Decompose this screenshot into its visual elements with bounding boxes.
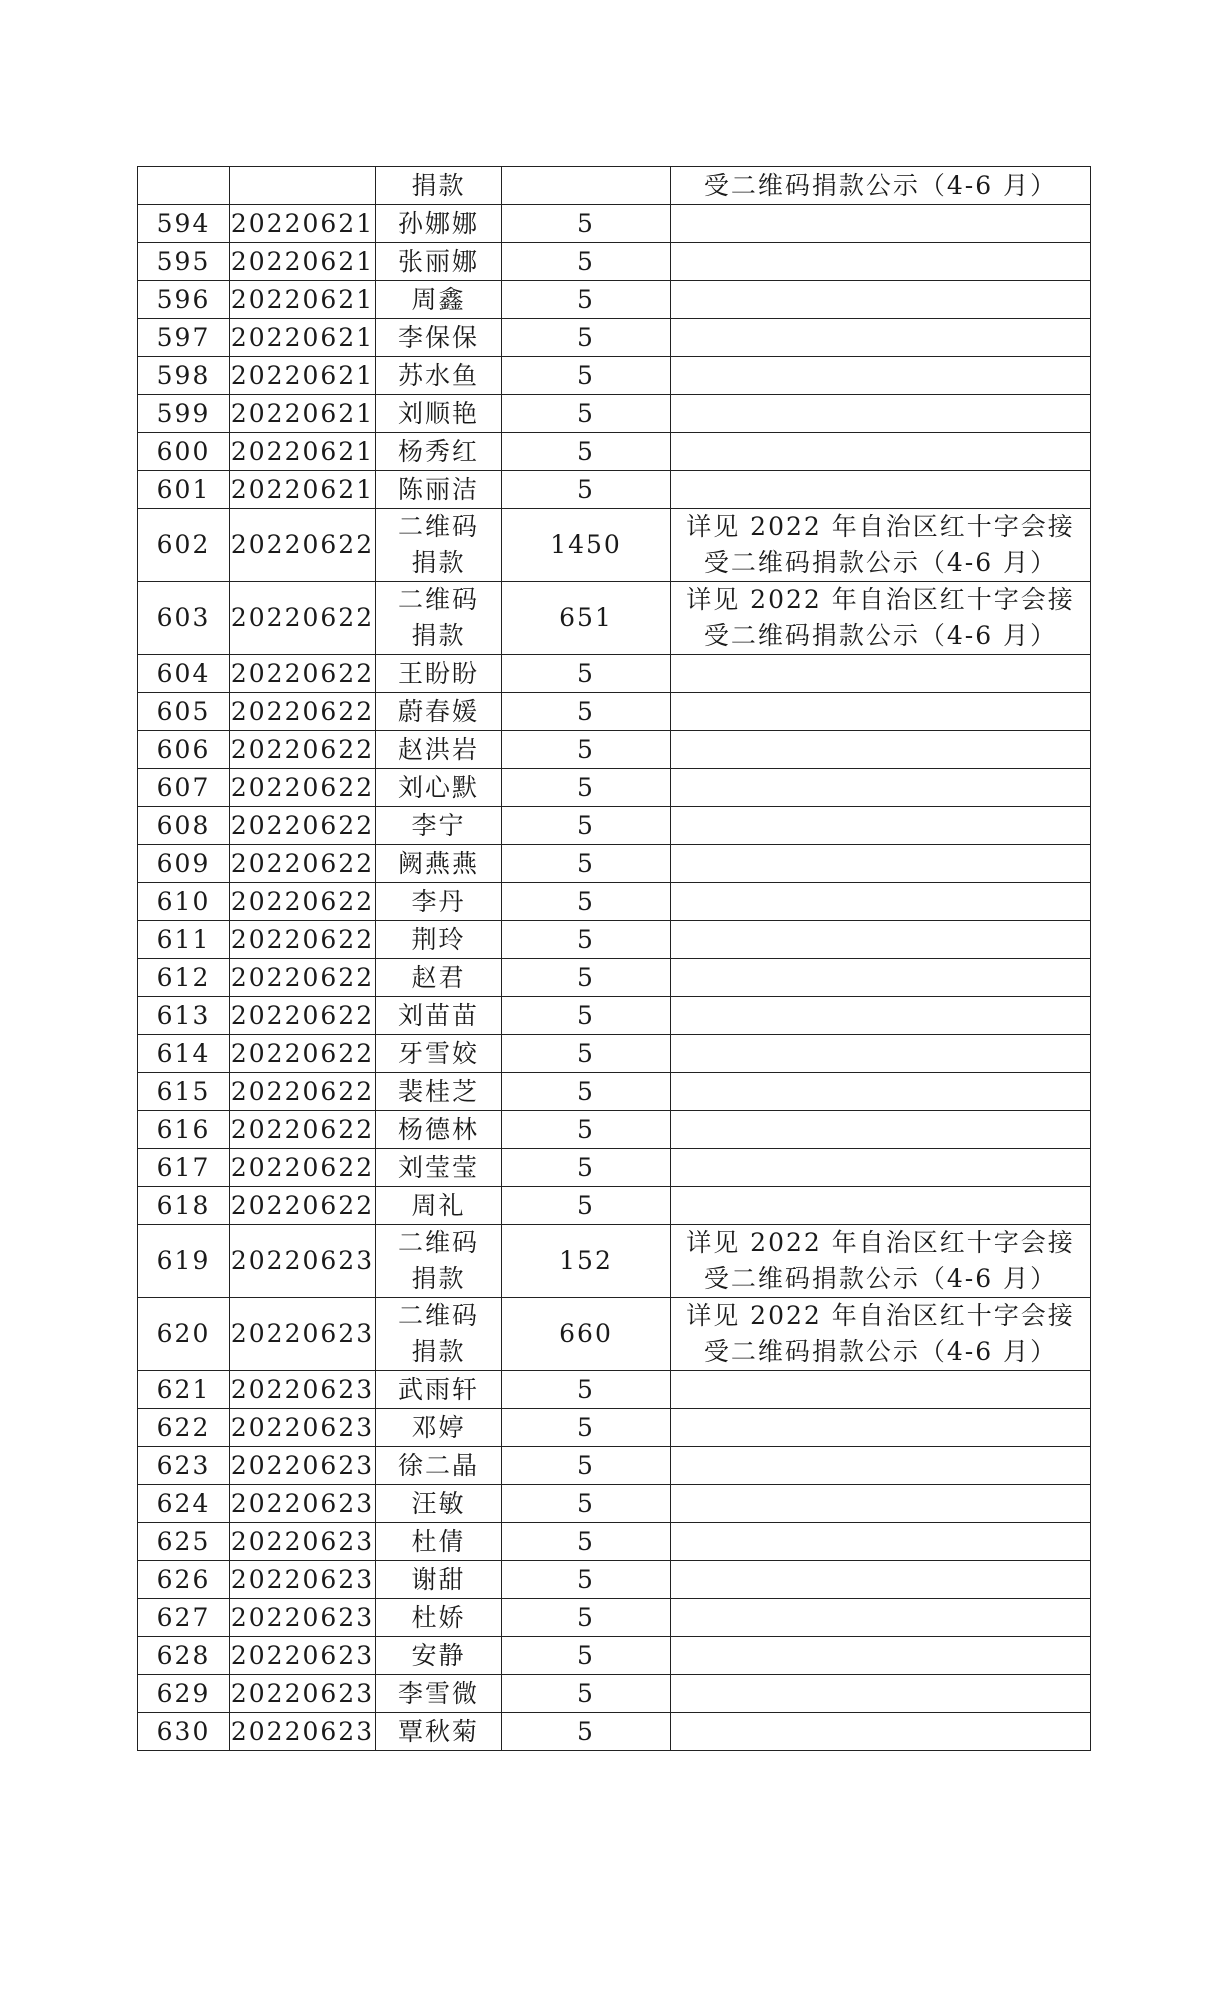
table-row bbox=[138, 1561, 1091, 1599]
table-row bbox=[138, 693, 1091, 731]
table-row bbox=[138, 1371, 1091, 1409]
date-cell: 20220623 bbox=[230, 1675, 376, 1713]
date-cell: 20220623 bbox=[230, 1225, 376, 1298]
name-cell: 覃秋菊 bbox=[376, 1713, 502, 1751]
table-row bbox=[138, 1225, 1091, 1298]
table-row bbox=[138, 1298, 1091, 1371]
seq-cell: 610 bbox=[138, 883, 230, 921]
seq-cell: 602 bbox=[138, 509, 230, 582]
note-cell bbox=[671, 1637, 1091, 1675]
note-cell bbox=[671, 509, 1091, 582]
name-cell bbox=[376, 509, 502, 582]
amount-cell: 5 bbox=[502, 433, 671, 471]
note-cell bbox=[671, 357, 1091, 395]
note-cell bbox=[671, 281, 1091, 319]
note-cell bbox=[671, 1371, 1091, 1409]
table-row bbox=[138, 1409, 1091, 1447]
seq-cell: 599 bbox=[138, 395, 230, 433]
note-cell bbox=[671, 807, 1091, 845]
table-row bbox=[138, 845, 1091, 883]
amount-cell: 5 bbox=[502, 395, 671, 433]
name-cell: 周礼 bbox=[376, 1187, 502, 1225]
table-row bbox=[138, 769, 1091, 807]
date-cell: 20220623 bbox=[230, 1637, 376, 1675]
date-cell: 20220622 bbox=[230, 1187, 376, 1225]
note-cell bbox=[671, 997, 1091, 1035]
note-cell bbox=[671, 1225, 1091, 1298]
name-cell: 李宁 bbox=[376, 807, 502, 845]
table-row bbox=[138, 1149, 1091, 1187]
cell-line: 二维码 bbox=[397, 1228, 479, 1257]
table-row bbox=[138, 433, 1091, 471]
table-row bbox=[138, 1035, 1091, 1073]
table-row bbox=[138, 959, 1091, 997]
name-cell: 刘心默 bbox=[376, 769, 502, 807]
amount-cell: 5 bbox=[502, 1035, 671, 1073]
date-cell: 20220622 bbox=[230, 845, 376, 883]
note-cell bbox=[671, 1187, 1091, 1225]
amount-cell: 5 bbox=[502, 807, 671, 845]
amount-cell: 5 bbox=[502, 997, 671, 1035]
date-cell: 20220622 bbox=[230, 959, 376, 997]
date-cell: 20220623 bbox=[230, 1599, 376, 1637]
table-row bbox=[138, 1637, 1091, 1675]
note-cell bbox=[671, 883, 1091, 921]
note-cell bbox=[671, 1713, 1091, 1751]
date-cell: 20220622 bbox=[230, 655, 376, 693]
seq-cell: 629 bbox=[138, 1675, 230, 1713]
seq-cell: 605 bbox=[138, 693, 230, 731]
name-cell: 杨德林 bbox=[376, 1111, 502, 1149]
seq-cell: 594 bbox=[138, 205, 230, 243]
name-cell: 谢甜 bbox=[376, 1561, 502, 1599]
amount-cell: 152 bbox=[502, 1225, 671, 1298]
amount-cell: 5 bbox=[502, 205, 671, 243]
date-cell: 20220622 bbox=[230, 1073, 376, 1111]
name-cell: 张丽娜 bbox=[376, 243, 502, 281]
seq-cell: 625 bbox=[138, 1523, 230, 1561]
name-cell bbox=[376, 1225, 502, 1298]
note-cell bbox=[671, 1298, 1091, 1371]
seq-cell: 607 bbox=[138, 769, 230, 807]
name-cell: 杨秀红 bbox=[376, 433, 502, 471]
table-row bbox=[138, 1675, 1091, 1713]
amount-cell: 5 bbox=[502, 655, 671, 693]
cell-line: 详见 2022 年自治区红十字会接 bbox=[686, 1228, 1075, 1257]
date-cell: 20220621 bbox=[230, 205, 376, 243]
note-cell: 受二维码捐款公示（4-6 月） bbox=[671, 167, 1091, 205]
table-row bbox=[138, 1111, 1091, 1149]
amount-cell: 5 bbox=[502, 731, 671, 769]
name-cell: 刘莹莹 bbox=[376, 1149, 502, 1187]
seq-cell: 596 bbox=[138, 281, 230, 319]
cell-line: 详见 2022 年自治区红十字会接 bbox=[686, 1301, 1075, 1330]
seq-cell: 626 bbox=[138, 1561, 230, 1599]
cell-line: 受二维码捐款公示（4-6 月） bbox=[703, 621, 1058, 650]
note-cell bbox=[671, 959, 1091, 997]
seq-cell: 622 bbox=[138, 1409, 230, 1447]
table-row bbox=[138, 395, 1091, 433]
table-row bbox=[138, 1073, 1091, 1111]
name-cell: 王盼盼 bbox=[376, 655, 502, 693]
amount-cell: 5 bbox=[502, 769, 671, 807]
date-cell: 20220622 bbox=[230, 883, 376, 921]
seq-cell: 614 bbox=[138, 1035, 230, 1073]
name-cell: 裴桂芝 bbox=[376, 1073, 502, 1111]
seq-cell: 595 bbox=[138, 243, 230, 281]
note-cell bbox=[671, 1447, 1091, 1485]
name-cell bbox=[376, 1298, 502, 1371]
name-cell: 赵洪岩 bbox=[376, 731, 502, 769]
amount-cell: 5 bbox=[502, 1485, 671, 1523]
seq-cell: 627 bbox=[138, 1599, 230, 1637]
note-cell bbox=[671, 1035, 1091, 1073]
cell-line: 受二维码捐款公示（4-6 月） bbox=[703, 1264, 1058, 1293]
name-cell: 荆玲 bbox=[376, 921, 502, 959]
amount-cell: 660 bbox=[502, 1298, 671, 1371]
name-cell: 周鑫 bbox=[376, 281, 502, 319]
amount-cell: 5 bbox=[502, 1523, 671, 1561]
date-cell: 20220623 bbox=[230, 1371, 376, 1409]
amount-cell: 5 bbox=[502, 1675, 671, 1713]
date-cell: 20220621 bbox=[230, 395, 376, 433]
amount-cell bbox=[502, 167, 671, 205]
seq-cell: 615 bbox=[138, 1073, 230, 1111]
cell-line: 二维码 bbox=[397, 585, 479, 614]
date-cell: 20220622 bbox=[230, 921, 376, 959]
date-cell: 20220621 bbox=[230, 357, 376, 395]
name-cell: 刘顺艳 bbox=[376, 395, 502, 433]
seq-cell: 609 bbox=[138, 845, 230, 883]
cell-line: 捐款 bbox=[411, 1264, 466, 1293]
amount-cell: 5 bbox=[502, 845, 671, 883]
seq-cell bbox=[138, 167, 230, 205]
cell-line: 详见 2022 年自治区红十字会接 bbox=[686, 512, 1075, 541]
table-row bbox=[138, 281, 1091, 319]
name-cell: 孙娜娜 bbox=[376, 205, 502, 243]
seq-cell: 604 bbox=[138, 655, 230, 693]
seq-cell: 620 bbox=[138, 1298, 230, 1371]
note-cell bbox=[671, 205, 1091, 243]
note-cell bbox=[671, 1073, 1091, 1111]
name-cell: 捐款 bbox=[376, 167, 502, 205]
name-cell: 陈丽洁 bbox=[376, 471, 502, 509]
date-cell: 20220622 bbox=[230, 769, 376, 807]
seq-cell: 621 bbox=[138, 1371, 230, 1409]
amount-cell: 5 bbox=[502, 1561, 671, 1599]
note-cell bbox=[671, 243, 1091, 281]
table-row bbox=[138, 655, 1091, 693]
name-cell: 赵君 bbox=[376, 959, 502, 997]
seq-cell: 616 bbox=[138, 1111, 230, 1149]
name-cell: 苏水鱼 bbox=[376, 357, 502, 395]
name-cell: 牙雪姣 bbox=[376, 1035, 502, 1073]
seq-cell: 603 bbox=[138, 582, 230, 655]
seq-cell: 608 bbox=[138, 807, 230, 845]
table-row bbox=[138, 1523, 1091, 1561]
amount-cell: 1450 bbox=[502, 509, 671, 582]
name-cell: 武雨轩 bbox=[376, 1371, 502, 1409]
date-cell: 20220621 bbox=[230, 281, 376, 319]
date-cell: 20220622 bbox=[230, 1111, 376, 1149]
amount-cell: 5 bbox=[502, 1599, 671, 1637]
table-row bbox=[138, 509, 1091, 582]
table-row bbox=[138, 1447, 1091, 1485]
seq-cell: 612 bbox=[138, 959, 230, 997]
name-cell: 邓婷 bbox=[376, 1409, 502, 1447]
note-cell bbox=[671, 769, 1091, 807]
note-cell bbox=[671, 845, 1091, 883]
note-cell bbox=[671, 655, 1091, 693]
amount-cell: 5 bbox=[502, 281, 671, 319]
cell-line: 捐款 bbox=[411, 548, 466, 577]
name-cell: 蔚春媛 bbox=[376, 693, 502, 731]
table-row bbox=[138, 357, 1091, 395]
seq-cell: 606 bbox=[138, 731, 230, 769]
note-cell bbox=[671, 1523, 1091, 1561]
name-cell: 李保保 bbox=[376, 319, 502, 357]
seq-cell: 617 bbox=[138, 1149, 230, 1187]
note-cell bbox=[671, 433, 1091, 471]
seq-cell: 598 bbox=[138, 357, 230, 395]
note-cell bbox=[671, 1561, 1091, 1599]
amount-cell: 5 bbox=[502, 1073, 671, 1111]
date-cell: 20220622 bbox=[230, 509, 376, 582]
date-cell: 20220622 bbox=[230, 693, 376, 731]
cell-line: 二维码 bbox=[397, 1301, 479, 1330]
date-cell: 20220622 bbox=[230, 997, 376, 1035]
seq-cell: 624 bbox=[138, 1485, 230, 1523]
name-cell: 安静 bbox=[376, 1637, 502, 1675]
note-cell bbox=[671, 1675, 1091, 1713]
note-cell bbox=[671, 731, 1091, 769]
note-cell bbox=[671, 1599, 1091, 1637]
date-cell: 20220621 bbox=[230, 319, 376, 357]
amount-cell: 5 bbox=[502, 1409, 671, 1447]
table-row bbox=[138, 807, 1091, 845]
table-row bbox=[138, 471, 1091, 509]
cell-line: 捐款 bbox=[411, 621, 466, 650]
cell-line: 受二维码捐款公示（4-6 月） bbox=[703, 548, 1058, 577]
amount-cell: 5 bbox=[502, 959, 671, 997]
table-row bbox=[138, 205, 1091, 243]
name-cell: 汪敏 bbox=[376, 1485, 502, 1523]
name-cell: 李雪微 bbox=[376, 1675, 502, 1713]
table-row bbox=[138, 997, 1091, 1035]
date-cell: 20220621 bbox=[230, 471, 376, 509]
amount-cell: 5 bbox=[502, 1713, 671, 1751]
amount-cell: 5 bbox=[502, 357, 671, 395]
seq-cell: 613 bbox=[138, 997, 230, 1035]
date-cell bbox=[230, 167, 376, 205]
date-cell: 20220623 bbox=[230, 1447, 376, 1485]
cell-line: 详见 2022 年自治区红十字会接 bbox=[686, 585, 1075, 614]
seq-cell: 600 bbox=[138, 433, 230, 471]
table-row-continued bbox=[138, 167, 1091, 205]
seq-cell: 597 bbox=[138, 319, 230, 357]
cell-line: 受二维码捐款公示（4-6 月） bbox=[703, 1337, 1058, 1366]
date-cell: 20220622 bbox=[230, 1035, 376, 1073]
seq-cell: 623 bbox=[138, 1447, 230, 1485]
note-cell bbox=[671, 395, 1091, 433]
table-row bbox=[138, 582, 1091, 655]
note-cell bbox=[671, 1111, 1091, 1149]
name-cell: 李丹 bbox=[376, 883, 502, 921]
cell-line: 二维码 bbox=[397, 512, 479, 541]
table-row bbox=[138, 883, 1091, 921]
note-cell bbox=[671, 1409, 1091, 1447]
seq-cell: 618 bbox=[138, 1187, 230, 1225]
table-row bbox=[138, 319, 1091, 357]
note-cell bbox=[671, 582, 1091, 655]
seq-cell: 628 bbox=[138, 1637, 230, 1675]
name-cell: 刘苗苗 bbox=[376, 997, 502, 1035]
table-row bbox=[138, 731, 1091, 769]
date-cell: 20220623 bbox=[230, 1523, 376, 1561]
amount-cell: 5 bbox=[502, 921, 671, 959]
amount-cell: 5 bbox=[502, 243, 671, 281]
date-cell: 20220623 bbox=[230, 1485, 376, 1523]
date-cell: 20220622 bbox=[230, 731, 376, 769]
name-cell: 阙燕燕 bbox=[376, 845, 502, 883]
note-cell bbox=[671, 471, 1091, 509]
name-cell: 杜娇 bbox=[376, 1599, 502, 1637]
date-cell: 20220623 bbox=[230, 1298, 376, 1371]
note-cell bbox=[671, 319, 1091, 357]
date-cell: 20220622 bbox=[230, 1149, 376, 1187]
amount-cell: 651 bbox=[502, 582, 671, 655]
amount-cell: 5 bbox=[502, 1187, 671, 1225]
date-cell: 20220622 bbox=[230, 807, 376, 845]
date-cell: 20220621 bbox=[230, 243, 376, 281]
amount-cell: 5 bbox=[502, 1447, 671, 1485]
amount-cell: 5 bbox=[502, 883, 671, 921]
date-cell: 20220621 bbox=[230, 433, 376, 471]
amount-cell: 5 bbox=[502, 1371, 671, 1409]
table-row bbox=[138, 1713, 1091, 1751]
cell-line: 捐款 bbox=[411, 1337, 466, 1366]
seq-cell: 611 bbox=[138, 921, 230, 959]
date-cell: 20220622 bbox=[230, 582, 376, 655]
amount-cell: 5 bbox=[502, 471, 671, 509]
table-row bbox=[138, 921, 1091, 959]
donation-table-body bbox=[138, 167, 1091, 1751]
seq-cell: 619 bbox=[138, 1225, 230, 1298]
amount-cell: 5 bbox=[502, 693, 671, 731]
note-cell bbox=[671, 921, 1091, 959]
amount-cell: 5 bbox=[502, 1149, 671, 1187]
table-row bbox=[138, 1599, 1091, 1637]
seq-cell: 630 bbox=[138, 1713, 230, 1751]
amount-cell: 5 bbox=[502, 319, 671, 357]
seq-cell: 601 bbox=[138, 471, 230, 509]
amount-cell: 5 bbox=[502, 1111, 671, 1149]
name-cell: 杜倩 bbox=[376, 1523, 502, 1561]
amount-cell: 5 bbox=[502, 1637, 671, 1675]
date-cell: 20220623 bbox=[230, 1713, 376, 1751]
date-cell: 20220623 bbox=[230, 1409, 376, 1447]
table-row bbox=[138, 1485, 1091, 1523]
note-cell bbox=[671, 693, 1091, 731]
name-cell bbox=[376, 582, 502, 655]
date-cell: 20220623 bbox=[230, 1561, 376, 1599]
table-row bbox=[138, 243, 1091, 281]
name-cell: 徐二晶 bbox=[376, 1447, 502, 1485]
note-cell bbox=[671, 1485, 1091, 1523]
donation-table bbox=[137, 166, 1091, 1751]
note-cell bbox=[671, 1149, 1091, 1187]
table-row bbox=[138, 1187, 1091, 1225]
